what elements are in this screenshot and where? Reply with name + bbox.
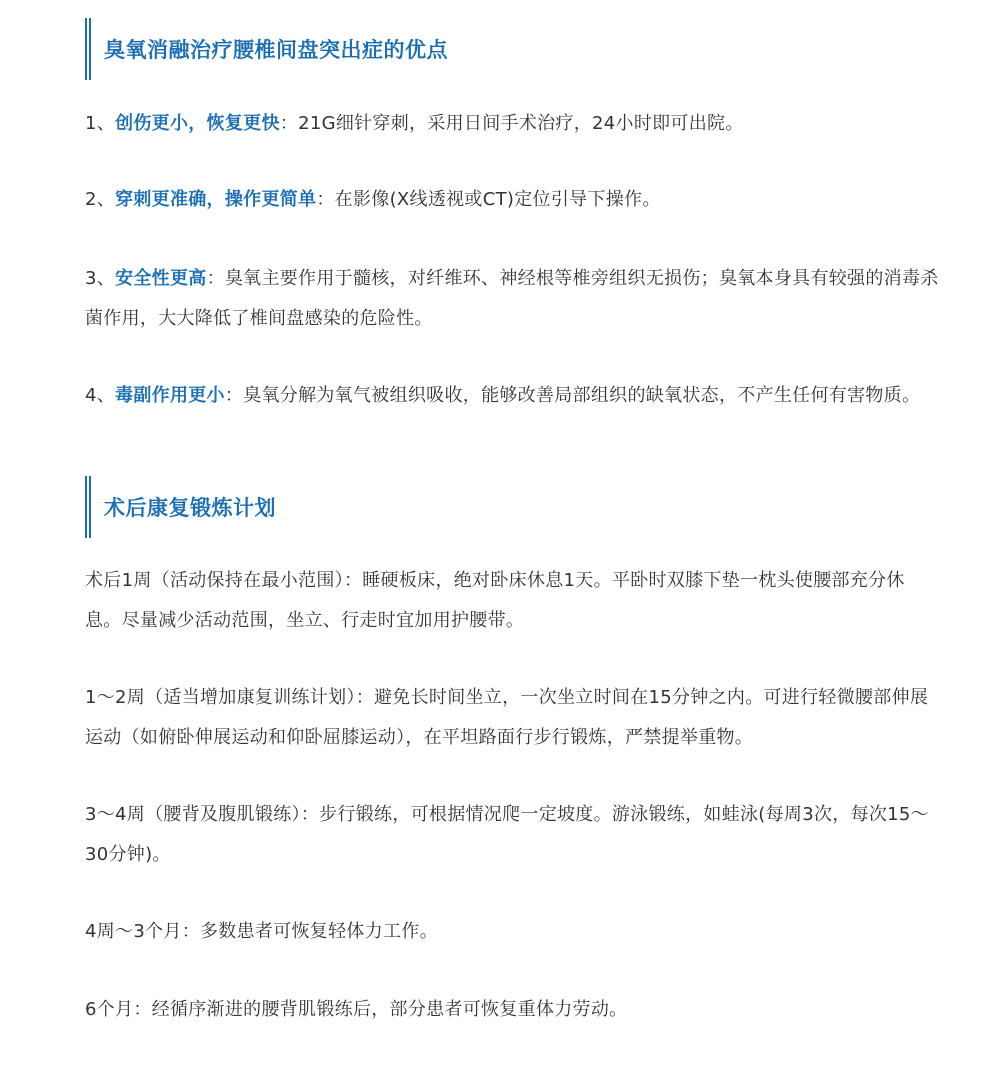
- item-text: ：臭氧主要作用于髓核，对纤维环、神经根等椎旁组织无损伤；臭氧本身具有较强的消毒杀菌作用，大大降低了椎间盘感染的危险性。: [85, 268, 939, 329]
- item-highlight: 创伤更小，恢复更快: [115, 113, 280, 134]
- rehab-item-week-3-4: 3～4周（腰背及腹肌锻练）：步行锻练，可根据情况爬一定坡度。游泳锻练，如蛙泳(每周3次，每次15～30分钟)。: [85, 804, 929, 865]
- item-number: 1、: [85, 113, 116, 134]
- advantage-item-4: [85, 376, 940, 416]
- item-number: 4、: [85, 385, 116, 406]
- section-title: 术后康复锻炼计划: [104, 496, 276, 520]
- advantage-item-2: [85, 180, 940, 220]
- section-heading-rehab-plan: [85, 476, 276, 538]
- advantage-item-1: [85, 104, 940, 144]
- item-highlight: 毒副作用更小: [115, 385, 225, 406]
- rehab-item-month-6: 6个月：经循序渐进的腰背肌锻练后，部分患者可恢复重体力劳动。: [85, 999, 628, 1020]
- rehab-item-month-1-3: 4周～3个月：多数患者可恢复轻体力工作。: [85, 921, 438, 942]
- item-number: 3、: [85, 268, 116, 289]
- item-number: 2、: [85, 189, 116, 210]
- item-highlight: 穿刺更准确，操作更简单: [115, 189, 317, 210]
- item-text: ：在影像(X线透视或CT)定位引导下操作。: [316, 189, 661, 210]
- rehab-item-week-1-2: 1～2周（适当增加康复训练计划）：避免长时间坐立，一次坐立时间在15分钟之内。可进行轻微腰部伸展运动（如俯卧伸展运动和仰卧屈膝运动），在平坦路面行步行锻炼，严禁提举重物。: [85, 687, 929, 748]
- item-highlight: 安全性更高: [115, 268, 207, 289]
- advantage-item-3: [85, 259, 940, 339]
- rehab-item-week-1: 术后1周（活动保持在最小范围）：睡硬板床，绝对卧床休息1天。平卧时双膝下垫一枕头使腰部充分休息。尽量减少活动范围，坐立、行走时宜加用护腰带。: [85, 570, 905, 631]
- item-text: ：21G细针穿刺，采用日间手术治疗，24小时即可出院。: [279, 113, 744, 134]
- section-title: 臭氧消融治疗腰椎间盘突出症的优点: [104, 38, 448, 62]
- section-heading-advantages: [85, 18, 448, 80]
- item-text: ：臭氧分解为氧气被组织吸收，能够改善局部组织的缺氧状态，不产生任何有害物质。: [224, 385, 921, 406]
